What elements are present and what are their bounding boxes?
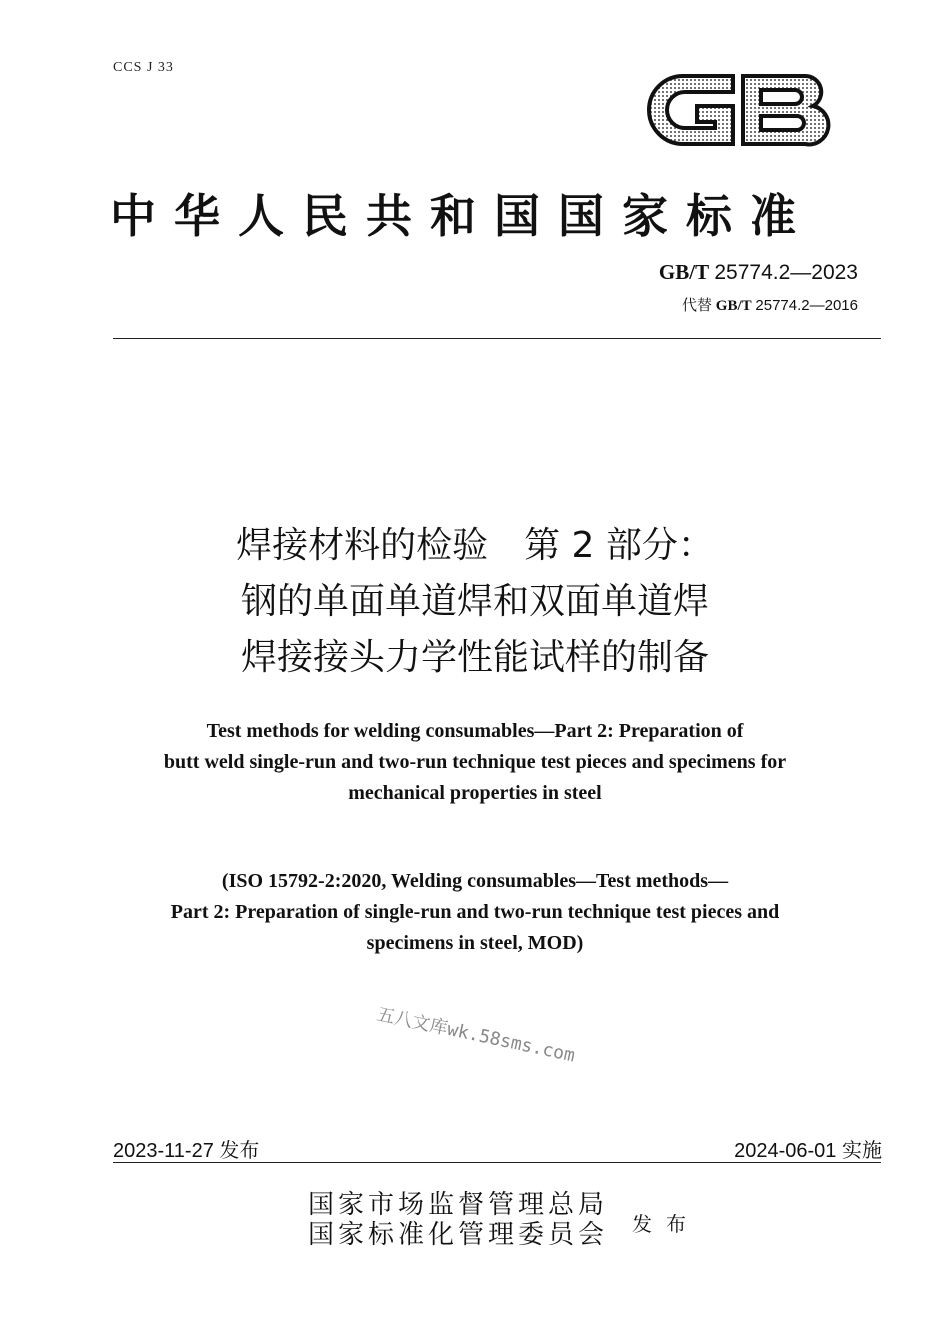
title-english <box>0 716 950 809</box>
title-en-line: mechanical properties in steel <box>348 782 602 804</box>
gb-logo <box>645 66 835 154</box>
title-cn-line: 焊接材料的检验 第 2 部分： <box>236 525 714 566</box>
divider <box>113 338 881 339</box>
title-chinese <box>0 518 950 686</box>
replaces-label: 代替 <box>682 298 713 314</box>
issuing-authorities <box>308 1190 608 1250</box>
replaces-prefix: GB/T <box>715 298 752 314</box>
issue-label: 发布 <box>632 1212 700 1236</box>
replaces-number: 25774.2—2016 <box>755 297 858 314</box>
standard-number <box>659 260 858 285</box>
title-en-line: butt weld single-run and two-run technique test pieces and specimens for <box>163 751 787 773</box>
title-cn-line: 焊接接头力学性能试样的制备 <box>240 637 709 678</box>
standard-type-heading: 中华人民共和国国家标准 <box>110 189 814 243</box>
publish-date: 2023-11-27 发布 <box>113 1140 260 1162</box>
title-cn-line: 钢的单面单道焊和双面单道焊 <box>240 581 709 622</box>
implement-date: 2024-06-01 实施 <box>734 1140 882 1162</box>
iso-reference <box>0 866 950 959</box>
ccs-code: CCS J 33 <box>113 60 174 75</box>
iso-line: specimens in steel, MOD) <box>366 932 584 954</box>
standard-prefix: GB/T <box>658 260 710 284</box>
watermark: 五八文库wk.58sms.com <box>374 1003 577 1067</box>
iso-line: (ISO 15792-2:2020, Welding consumables—Test methods— <box>221 870 729 892</box>
replaces-standard <box>682 294 858 315</box>
title-en-line: Test methods for welding consumables—Part 2: Preparation of <box>206 720 744 742</box>
standard-number-value: 25774.2—2023 <box>714 261 858 284</box>
issuer: 国家标准化管理委员会 <box>308 1220 609 1250</box>
issuer: 国家市场监督管理总局 <box>308 1190 609 1220</box>
divider <box>113 1162 881 1163</box>
iso-line: Part 2: Preparation of single-run and two-run technique test pieces and <box>170 901 780 923</box>
